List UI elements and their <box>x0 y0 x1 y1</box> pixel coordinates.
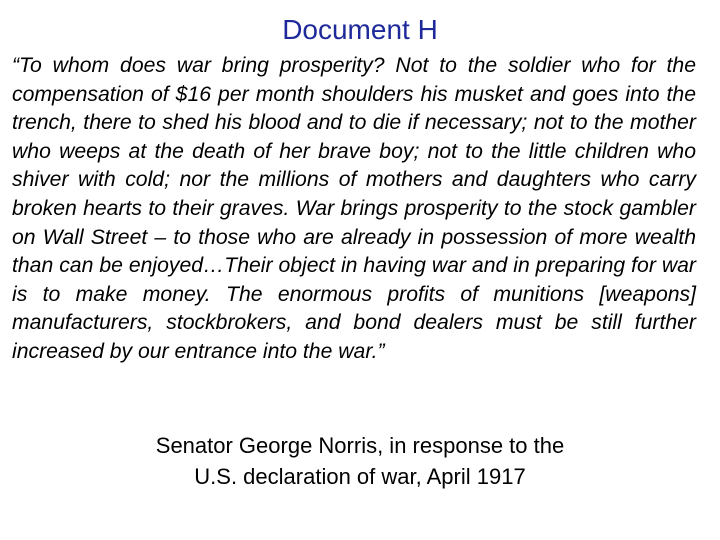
attribution-line-1: Senator George Norris, in response to the <box>155 433 565 458</box>
document-title: Document H <box>282 14 438 45</box>
quote-text: “To whom does war bring prosperity? Not to the soldier who for the compensation of $16 per month shoulders his musket and goes into the trench, there to shed his blood and to die if necessary; not to the mother who weeps at the death of her brave boy; not to the little children who shiver with cold; nor the millions of mothers and daughters who carry broken hearts to their graves. War brings prosperity to the stock gambler on Wall Street – to those who are already in possession of more wealth than can be enjoyed…Their object in having war and in preparing for war is to make money. The enormous profits of munitions [weapons] manufacturers, stockbrokers, and bond dealers must be still further increased by our entrance into the war.” <box>12 54 696 363</box>
attribution-line-2: U.S. declaration of war, April 1917 <box>194 464 526 489</box>
attribution <box>0 430 720 492</box>
